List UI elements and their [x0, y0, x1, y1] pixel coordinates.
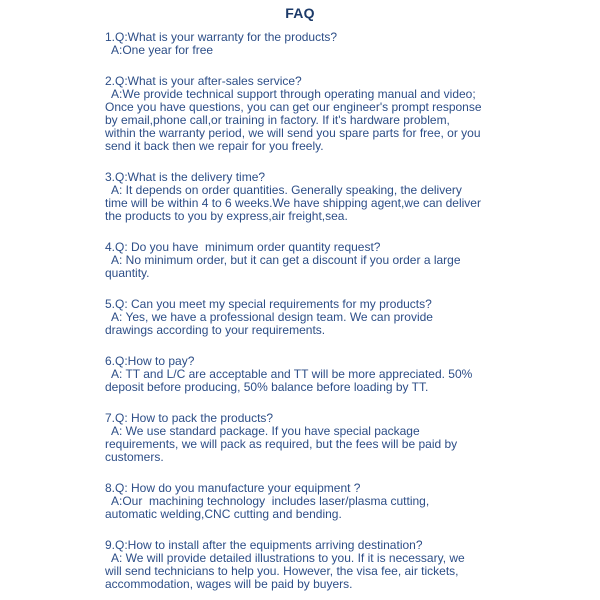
faq-question: 9.Q:How to install after the equipments arriving destination? — [105, 538, 423, 552]
faq-answer-line: within the warranty period, we will send you spare parts for free, or you — [105, 126, 481, 140]
faq-answer-line: time will be within 4 to 6 weeks.We have shipping agent,we can deliver — [105, 196, 481, 210]
faq-answer — [105, 184, 585, 223]
faq-answer-line: drawings according to your requirements. — [105, 323, 326, 337]
faq-answer — [105, 88, 585, 153]
faq-answer-line: deposit before producing, 50% balance before loading by TT. — [105, 380, 429, 394]
faq-list — [105, 31, 585, 591]
faq-answer — [105, 44, 585, 57]
faq-answer-line: A: We will provide detailed illustrations to you. If it is necessary, we — [111, 551, 465, 565]
faq-answer — [105, 495, 585, 521]
faq-answer-line: A: No minimum order, but it can get a discount if you order a large — [111, 253, 461, 267]
faq-answer-line: customers. — [105, 450, 164, 464]
faq-question: 4.Q: Do you have minimum order quantity request? — [105, 240, 381, 254]
faq-item — [105, 75, 585, 153]
faq-answer-line: send it back then we repair for you freely. — [105, 139, 324, 153]
faq-answer-line: automatic welding,CNC cutting and bending. — [105, 507, 342, 521]
faq-answer-line: A:Our machining technology includes laser/plasma cutting, — [111, 494, 430, 508]
faq-answer-line: A: It depends on order quantities. Generally speaking, the delivery — [111, 183, 462, 197]
faq-question: 7.Q: How to pack the products? — [105, 411, 274, 425]
faq-item — [105, 539, 585, 591]
faq-question: 6.Q:How to pay? — [105, 354, 195, 368]
faq-item — [105, 298, 585, 337]
faq-item — [105, 482, 585, 521]
faq-answer — [105, 368, 585, 394]
faq-question: 5.Q: Can you meet my special requirements for my products? — [105, 297, 432, 311]
faq-answer-line: Once you have questions, you can get our engineer's prompt response — [105, 100, 482, 114]
faq-question: 8.Q: How do you manufacture your equipment ? — [105, 481, 361, 495]
faq-item — [105, 412, 585, 464]
faq-item — [105, 171, 585, 223]
faq-answer — [105, 254, 585, 280]
faq-answer-line: the products to you by express,air freight,sea. — [105, 209, 348, 223]
faq-question: 1.Q:What is your warranty for the products? — [105, 30, 338, 44]
faq-question: 3.Q:What is the delivery time? — [105, 170, 266, 184]
faq-answer-line: by email,phone call,or training in factory. If it's hardware problem, — [105, 113, 450, 127]
faq-question: 2.Q:What is your after-sales service? — [105, 74, 302, 88]
faq-answer-line: A: Yes, we have a professional design team. We can provide — [111, 310, 433, 324]
faq-answer — [105, 552, 585, 591]
faq-answer-line: A:One year for free — [111, 43, 214, 57]
faq-answer-line: A:We provide technical support through operating manual and video; — [111, 87, 476, 101]
faq-answer — [105, 425, 585, 464]
faq-answer-line: requirements, we will pack as required, but the fees will be paid by — [105, 437, 458, 451]
faq-answer-line: accommodation, wages will be paid by buyers. — [105, 577, 353, 591]
faq-answer-line: A: We use standard package. If you have special package — [111, 424, 420, 438]
faq-answer-line: quantity. — [105, 266, 150, 280]
faq-answer-line: A: TT and L/C are acceptable and TT will be more appreciated. 50% — [111, 367, 473, 381]
faq-item — [105, 31, 585, 57]
faq-answer — [105, 311, 585, 337]
faq-item — [105, 355, 585, 394]
faq-answer-line: will send technicians to help you. However, the visa fee, air tickets, — [105, 564, 459, 578]
page-title: FAQ — [285, 5, 315, 21]
faq-item — [105, 241, 585, 280]
